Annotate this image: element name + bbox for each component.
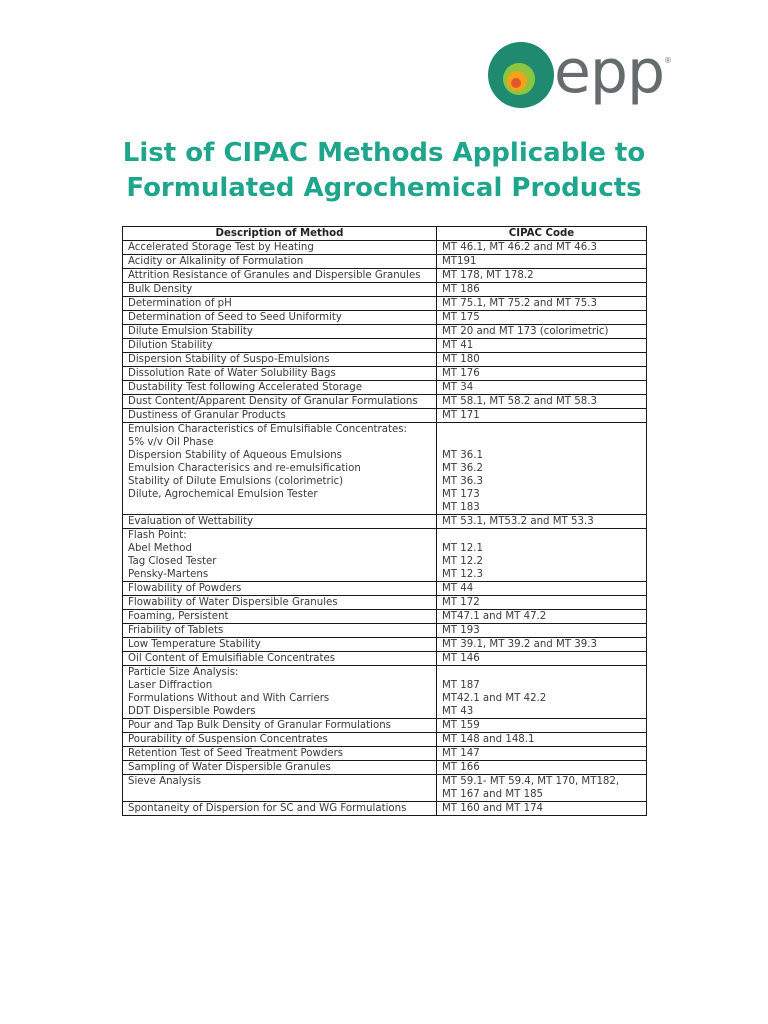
cipac-code-cell <box>437 802 647 816</box>
method-description-cell <box>123 802 437 816</box>
cipac-code-cell <box>437 395 647 409</box>
cipac-code-line: MT 166 <box>442 762 480 773</box>
method-description-line: Sieve Analysis <box>128 776 202 787</box>
cipac-code-line: MT 159 <box>442 720 480 731</box>
cipac-code-cell <box>437 283 647 297</box>
header-description: Description of Method <box>123 227 437 241</box>
table-row <box>123 353 647 367</box>
table-row <box>123 761 647 775</box>
cipac-code-line: MT 172 <box>442 597 480 608</box>
cipac-code-line: MT 178, MT 178.2 <box>442 270 534 281</box>
method-description-cell <box>123 775 437 802</box>
table-row <box>123 515 647 529</box>
method-description-line: Low Temperature Stability <box>128 639 261 650</box>
table-row <box>123 733 647 747</box>
cipac-code-cell <box>437 515 647 529</box>
cipac-code-line: MT 187 <box>442 680 480 691</box>
cipac-code-cell <box>437 353 647 367</box>
method-description-line: Dispersion Stability of Suspo-Emulsions <box>128 354 330 365</box>
epp-logo-mark <box>488 42 554 108</box>
cipac-methods-table <box>122 226 647 816</box>
method-description-cell <box>123 339 437 353</box>
table-header-row <box>123 227 647 241</box>
method-description-line: Dilution Stability <box>128 340 213 351</box>
method-description-line: Determination of Seed to Seed Uniformity <box>128 312 342 323</box>
method-description-line: Sampling of Water Dispersible Granules <box>128 762 331 773</box>
cipac-code-line: MT47.1 and MT 47.2 <box>442 611 547 622</box>
table-row <box>123 283 647 297</box>
method-description-line: 5% v/v Oil Phase <box>128 437 214 448</box>
method-description-line: Accelerated Storage Test by Heating <box>128 242 314 253</box>
cipac-code-line: MT 44 <box>442 583 474 594</box>
table-row <box>123 395 647 409</box>
cipac-code-cell <box>437 409 647 423</box>
cipac-code-line: MT 148 and 148.1 <box>442 734 535 745</box>
method-description-line: Dissolution Rate of Water Solubility Bags <box>128 368 336 379</box>
table-row <box>123 409 647 423</box>
table-row <box>123 747 647 761</box>
table-row <box>123 297 647 311</box>
method-description-line: Flowability of Powders <box>128 583 242 594</box>
method-description-cell <box>123 241 437 255</box>
table-row <box>123 624 647 638</box>
table-row <box>123 582 647 596</box>
cipac-code-line: MT 75.1, MT 75.2 and MT 75.3 <box>442 298 597 309</box>
method-description-line: Dilute Emulsion Stability <box>128 326 253 337</box>
cipac-code-cell <box>437 269 647 283</box>
method-description-line: Evaluation of Wettability <box>128 516 254 527</box>
table-body <box>123 241 647 816</box>
table-row <box>123 255 647 269</box>
method-description-line: Abel Method <box>128 543 192 554</box>
method-description-line: Formulations Without and With Carriers <box>128 693 330 704</box>
cipac-code-line: MT 43 <box>442 706 474 717</box>
method-description-cell <box>123 381 437 395</box>
cipac-code-line: MT 36.2 <box>442 463 483 474</box>
cipac-code-line: MT 183 <box>442 502 480 513</box>
cipac-code-line: MT 12.3 <box>442 569 483 580</box>
method-description-line: Emulsion Characteristics of Emulsifiable Concentrates: <box>128 424 407 435</box>
header-cipac-code: CIPAC Code <box>437 227 647 241</box>
method-description-cell <box>123 255 437 269</box>
method-description-line: Foaming, Persistent <box>128 611 229 622</box>
cipac-code-line <box>442 529 646 542</box>
cipac-code-cell <box>437 624 647 638</box>
table-row <box>123 529 647 582</box>
cipac-code-line: MT 59.1- MT 59.4, MT 170, MT182, <box>442 776 620 787</box>
epp-logo <box>488 37 678 114</box>
registered-mark: ® <box>665 56 671 65</box>
table-row <box>123 367 647 381</box>
table-row <box>123 423 647 515</box>
method-description-cell <box>123 409 437 423</box>
cipac-code-cell <box>437 367 647 381</box>
method-description-cell <box>123 666 437 719</box>
cipac-code-cell <box>437 733 647 747</box>
cipac-code-line <box>442 666 646 679</box>
page-title <box>0 136 768 206</box>
table-row <box>123 241 647 255</box>
cipac-code-line <box>442 423 646 436</box>
method-description-cell <box>123 719 437 733</box>
page-title-line-2: Formulated Agrochemical Products <box>126 173 642 203</box>
cipac-code-line: MT191 <box>442 256 477 267</box>
method-description-line: Determination of pH <box>128 298 232 309</box>
table-row <box>123 802 647 816</box>
method-description-cell <box>123 353 437 367</box>
method-description-line: Flash Point: <box>128 530 187 541</box>
cipac-code-cell <box>437 582 647 596</box>
method-description-line: Bulk Density <box>128 284 193 295</box>
cipac-code-line: MT 12.2 <box>442 556 483 567</box>
cipac-code-line: MT 41 <box>442 340 474 351</box>
cipac-code-line: MT 147 <box>442 748 480 759</box>
logo-core-circle <box>511 78 521 88</box>
method-description-line: Tag Closed Tester <box>128 556 217 567</box>
cipac-code-line: MT 34 <box>442 382 474 393</box>
cipac-code-line: MT 46.1, MT 46.2 and MT 46.3 <box>442 242 597 253</box>
method-description-line <box>128 788 436 801</box>
cipac-code-line: MT 36.1 <box>442 450 483 461</box>
cipac-code-cell <box>437 652 647 666</box>
cipac-code-line: MT 20 and MT 173 (colorimetric) <box>442 326 609 337</box>
table-row <box>123 652 647 666</box>
method-description-cell <box>123 529 437 582</box>
method-description-cell <box>123 297 437 311</box>
cipac-code-cell <box>437 610 647 624</box>
cipac-code-line: MT 186 <box>442 284 480 295</box>
table-row <box>123 311 647 325</box>
method-description-cell <box>123 395 437 409</box>
method-description-line: Oil Content of Emulsifiable Concentrates <box>128 653 336 664</box>
cipac-code-cell <box>437 325 647 339</box>
table-row <box>123 381 647 395</box>
cipac-code-cell <box>437 638 647 652</box>
method-description-line: Particle Size Analysis: <box>128 667 239 678</box>
cipac-code-line: MT 12.1 <box>442 543 483 554</box>
method-description-line <box>128 501 436 514</box>
method-description-line: DDT Dispersible Powders <box>128 706 256 717</box>
method-description-line: Laser Diffraction <box>128 680 213 691</box>
method-description-line: Attrition Resistance of Granules and Dispersible Granules <box>128 270 421 281</box>
method-description-cell <box>123 652 437 666</box>
cipac-code-cell <box>437 423 647 515</box>
method-description-line: Dilute, Agrochemical Emulsion Tester <box>128 489 318 500</box>
table-row <box>123 638 647 652</box>
method-description-cell <box>123 624 437 638</box>
cipac-code-line: MT 171 <box>442 410 480 421</box>
table-row <box>123 325 647 339</box>
cipac-code-cell <box>437 775 647 802</box>
method-description-cell <box>123 733 437 747</box>
cipac-code-cell <box>437 747 647 761</box>
method-description-line: Acidity or Alkalinity of Formulation <box>128 256 304 267</box>
cipac-code-cell <box>437 719 647 733</box>
cipac-code-cell <box>437 666 647 719</box>
cipac-code-cell <box>437 339 647 353</box>
method-description-line: Spontaneity of Dispersion for SC and WG Formulations <box>128 803 407 814</box>
table-row <box>123 666 647 719</box>
epp-wordmark: epp <box>554 37 665 107</box>
cipac-code-cell <box>437 311 647 325</box>
method-description-line: Dispersion Stability of Aqueous Emulsions <box>128 450 342 461</box>
cipac-code-line: MT 58.1, MT 58.2 and MT 58.3 <box>442 396 597 407</box>
table-row <box>123 269 647 283</box>
method-description-cell <box>123 747 437 761</box>
cipac-code-line: MT 180 <box>442 354 480 365</box>
method-description-line: Stability of Dilute Emulsions (colorimetric) <box>128 476 344 487</box>
method-description-line: Dustability Test following Accelerated Storage <box>128 382 363 393</box>
method-description-cell <box>123 269 437 283</box>
method-description-line: Pourability of Suspension Concentrates <box>128 734 328 745</box>
cipac-code-cell <box>437 241 647 255</box>
method-description-line: Flowability of Water Dispersible Granules <box>128 597 338 608</box>
page-title-line-1: List of CIPAC Methods Applicable to <box>122 138 646 168</box>
cipac-code-line: MT 36.3 <box>442 476 483 487</box>
method-description-line: Pensky-Martens <box>128 569 209 580</box>
cipac-code-line: MT 146 <box>442 653 480 664</box>
cipac-code-line: MT 175 <box>442 312 480 323</box>
table-row <box>123 719 647 733</box>
method-description-line: Pour and Tap Bulk Density of Granular Formulations <box>128 720 391 731</box>
cipac-code-line: MT 193 <box>442 625 480 636</box>
cipac-code-line: MT 39.1, MT 39.2 and MT 39.3 <box>442 639 597 650</box>
cipac-code-line: MT 167 and MT 185 <box>442 789 544 800</box>
method-description-line: Retention Test of Seed Treatment Powders <box>128 748 344 759</box>
method-description-cell <box>123 423 437 515</box>
method-description-cell <box>123 283 437 297</box>
method-description-cell <box>123 610 437 624</box>
method-description-cell <box>123 761 437 775</box>
method-description-line: Dust Content/Apparent Density of Granular Formulations <box>128 396 418 407</box>
cipac-code-cell <box>437 761 647 775</box>
table-row <box>123 775 647 802</box>
table-row <box>123 596 647 610</box>
cipac-code-cell <box>437 297 647 311</box>
cipac-code-line: MT 160 and MT 174 <box>442 803 544 814</box>
cipac-code-line: MT 53.1, MT53.2 and MT 53.3 <box>442 516 594 527</box>
cipac-code-cell <box>437 255 647 269</box>
method-description-cell <box>123 582 437 596</box>
table-row <box>123 610 647 624</box>
cipac-code-cell <box>437 596 647 610</box>
method-description-cell <box>123 638 437 652</box>
method-description-cell <box>123 325 437 339</box>
method-description-cell <box>123 515 437 529</box>
method-description-line: Dustiness of Granular Products <box>128 410 286 421</box>
method-description-cell <box>123 596 437 610</box>
method-description-line: Emulsion Characterisics and re-emulsification <box>128 463 361 474</box>
cipac-code-line: MT 173 <box>442 489 480 500</box>
table-row <box>123 339 647 353</box>
method-description-cell <box>123 367 437 381</box>
cipac-code-line: MT 176 <box>442 368 480 379</box>
cipac-code-cell <box>437 381 647 395</box>
cipac-code-cell <box>437 529 647 582</box>
method-description-line: Friability of Tablets <box>128 625 224 636</box>
method-description-cell <box>123 311 437 325</box>
cipac-code-line: MT42.1 and MT 42.2 <box>442 693 547 704</box>
cipac-code-line <box>442 436 646 449</box>
